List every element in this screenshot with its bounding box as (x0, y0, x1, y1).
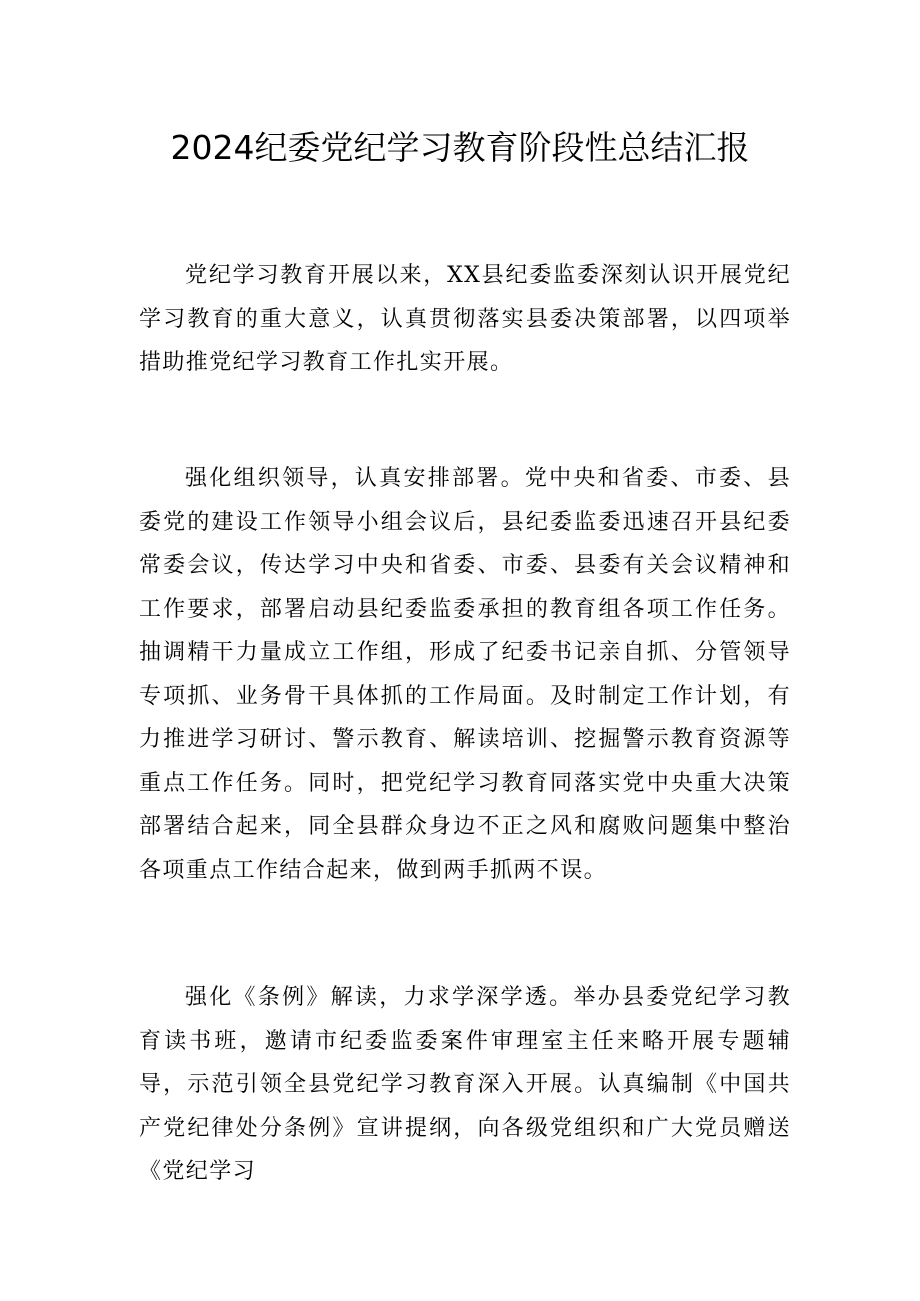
paragraph-organization: 强化组织领导，认真安排部署。党中央和省委、市委、县委党的建设工作领导小组会议后，县纪委监委迅速召开县纪委常委会议，传达学习中央和省委、市委、县委有关会议精神和工作要求，部署启动县纪委监委承担的教育组各项工作任务。抽调精干力量成立工作组，形成了纪委书记亲自抓、分管领导专项抓、业务骨干具体抓的工作局面。及时制定工作计划，有力推进学习研讨、警示教育、解读培训、挖掘警示教育资源等重点工作任务。同时，把党纪学习教育同落实党中央重大决策部署结合起来，同全县群众身边不正之风和腐败问题集中整治各项重点工作结合起来，做到两手抓两不误。 (139, 466, 791, 883)
paragraph-intro: 党纪学习教育开展以来，XX县纪委监委深刻认识开展党纪学习教育的重大意义，认真贯彻落实县委决策部署，以四项举措助推党纪学习教育工作扎实开展。 (139, 263, 791, 375)
document-title: 2024纪委党纪学习教育阶段性总结汇报 (170, 128, 750, 167)
paragraph-regulations: 强化《条例》解读，力求学深学透。举办县委党纪学习教育读书班，邀请市纪委监委案件审理室主任来略开展专题辅导，示范引领全县党纪学习教育深入开展。认真编制《中国共产党纪律处分条例》宣讲提纲，向各级党组织和广大党员赠送《党纪学习 (139, 985, 791, 1184)
